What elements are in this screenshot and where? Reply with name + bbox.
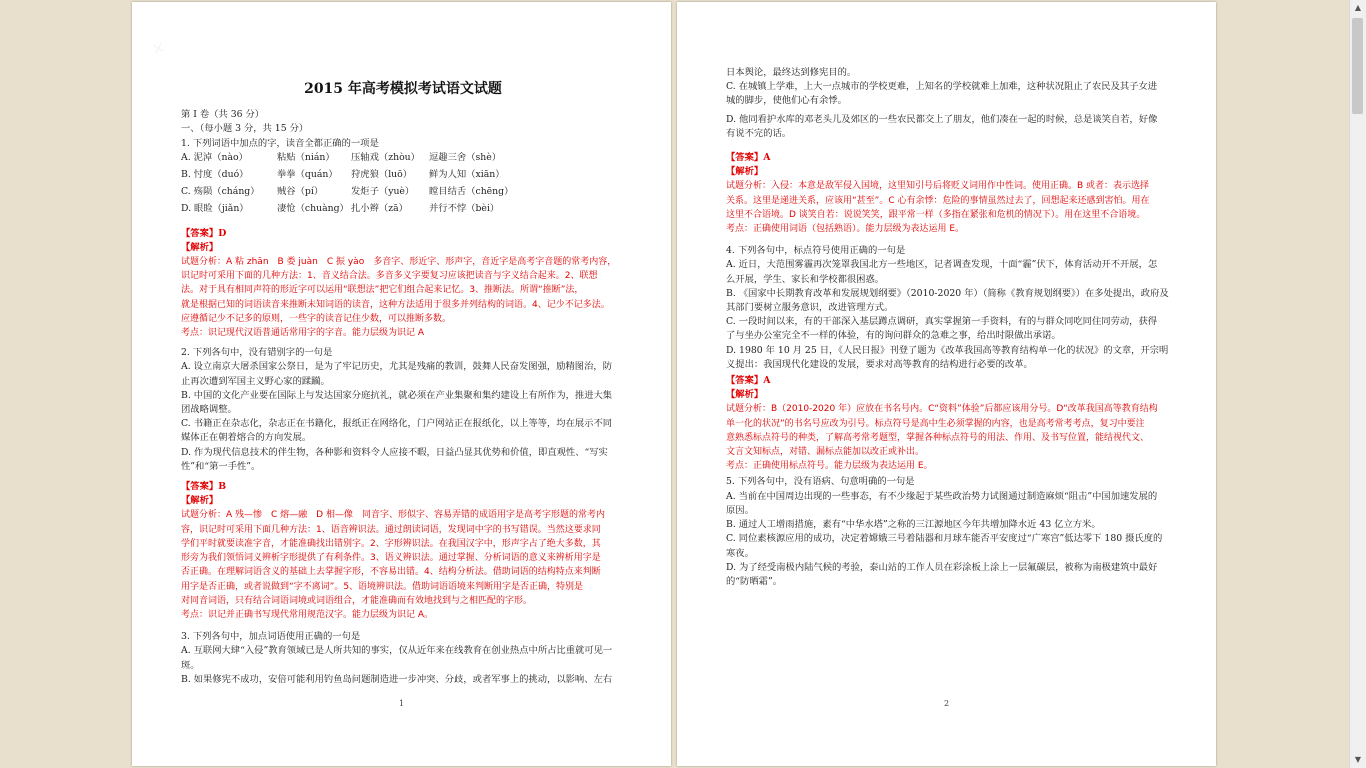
option-cell: C. 殇陨（cháng） [181, 186, 260, 198]
analysis-line: 意熟悉标点符号的种类，了解高考常考题型，掌握各种标点符号的用法、作用、及书写位置，能结视代文、 [726, 432, 1150, 443]
option-row [181, 185, 625, 199]
analysis-label: 【解析】 [181, 495, 219, 507]
analysis-line: 关系。这里是递进关系，应该用“甚至”。C 心有余悸：危险的事情虽然过去了，回想起来还感到害怕。用在 [726, 195, 1150, 206]
page-2-content [726, 66, 1170, 589]
section-heading: 第 I 卷（共 36 分） [181, 109, 265, 121]
analysis-line: 试题分析：A 粘 zhān B 娄 juàn C 振 yào 多音字、形近字、形声字，音近字是高考字音题的常考内容， [181, 257, 617, 268]
scrollbar-thumb[interactable] [1352, 18, 1363, 114]
question-line: B. 通过人工增雨措施，素有“中华水塔”之称的三江源地区今年共增加降水近 43 亿立方米。 [726, 519, 1101, 531]
question-2-answer [181, 480, 625, 622]
question-line: 原因。 [726, 504, 754, 516]
option-cell: B. 忖度（duó） [181, 169, 249, 181]
part-heading: 一、（每小题 3 分，共 15 分） [181, 123, 309, 135]
scroll-down-arrow-icon[interactable]: ▼ [1354, 755, 1362, 764]
document-title: 2015 年高考模拟考试语文试题 [304, 81, 502, 97]
answer-label: 【答案】A [726, 152, 771, 164]
analysis-line: 试题分析：A 残—惨 C 熔—融 D 相—像 同音字、形似字、容易弄错的成语用字是高考字形题的常考内 [181, 510, 605, 521]
question-4-stem: 4. 下列各句中，标点符号使用正确的一句是 [726, 245, 906, 257]
question-4-answer [726, 374, 1170, 473]
analysis-line: 否正确。在理解词语含义的基础上去掌握字形，不容易出错。4、结构分析法。借助词语的结构特点来判断 [181, 567, 601, 578]
question-line: B. 中国的文化产业要在国际上与发达国家分庭抗礼，就必须在产业集聚和集约建设上有所作为，推进大集 [181, 389, 613, 401]
question-line: 团战略调整。 [181, 404, 237, 416]
analysis-line: 这里不合语境。D 谈笑自若：说说笑笑，跟平常一样（多指在紧张和危机的情况下）。用在这里不合语境。 [726, 209, 1146, 220]
scroll-up-arrow-icon[interactable]: ▲ [1354, 3, 1362, 12]
question-line: A. 当前在中国周边出现的一些事态，有不少缘起于某些政治势力试图通过制造麻烦“阻击”中国加速发展的 [726, 490, 1158, 502]
question-line: B. 如果修宪不成功，安倍可能利用钓鱼岛问题制造进一步冲突、分歧，或者军事上的挑动，以影响、左右 [181, 673, 613, 685]
option-cell: 凄怆（chuàng） [277, 203, 349, 215]
option-cell: 拳拳（quán） [277, 169, 338, 181]
analysis-line: 单一化的状况”的书名号应改为引号。标点符号是高中生必须掌握的内容，也是高考常考考点，复习中要注 [726, 418, 1145, 429]
question-line: C. 同位素核源应用的成功，决定着嫦娥三号着陆器和月球车能否平安度过“广寒宫”低达零下 180 摄氏度的 [726, 533, 1163, 545]
question-line: 斑。 [181, 659, 200, 671]
question-line: D. 他同看护水库的邓老头儿及郊区的一些农民都交上了朋友，他们凑在一起的时候，总是谈笑自若，好像 [726, 113, 1158, 125]
watermark: ✕ [149, 37, 168, 60]
option-cell: 发炬子（yuè） [351, 186, 415, 198]
vertical-scrollbar[interactable] [1349, 0, 1366, 768]
option-cell: 扎小辫（zā） [351, 203, 408, 215]
analysis-line: 识记时可采用下面的几种方法：1、音义结合法。多音多义字要复习应该把读音与字义结合起来。2、联想 [181, 271, 598, 282]
analysis-line: 试题分析：入侵：本意是敌军侵入国境，这里知引号后将贬义词用作中性词。使用正确。B 或者：表示选择 [726, 181, 1150, 192]
document-page-2 [677, 2, 1216, 766]
option-cell: 狩虎狼（luō） [351, 169, 413, 181]
question-line: 的“防晒霜”。 [726, 575, 782, 587]
analysis-line: 应遵循记少不记多的原则，一些字的读音记住少数，可以推断多数。 [181, 313, 452, 324]
question-line: 义提出：我国现代化建设的发展，要求对高等教育的结构进行必要的改革。 [726, 358, 1033, 370]
question-line: A. 设立南京大屠杀国家公祭日，是为了牢记历史，尤其是残痛的教训，鼓舞人民奋发图强，励精图治，防 [181, 361, 612, 373]
question-3-answer [726, 151, 1170, 236]
option-cell: D. 眼睑（jiǎn） [181, 203, 249, 215]
option-cell: 压轴戏（zhòu） [351, 151, 420, 163]
option-cell: 瞠目结舌（chēng） [429, 186, 514, 198]
question-line: D. 作为现代信息技术的伴生物，各种影和资料令人应接不暇，日益凸显其优势和价值，即直观性、“写实 [181, 446, 608, 458]
option-cell: 逗趣三舍（shè） [429, 151, 502, 163]
question-line: 了与坐办公室完全不一样的体验，有的询问群众的急难之事，给出时限做出承诺。 [726, 330, 1061, 342]
analysis-label: 【解析】 [726, 166, 764, 178]
question-1-options [181, 151, 625, 217]
document-page-1 [132, 2, 671, 766]
question-line: D. 为了经受南极内陆气候的考验，泰山站的工作人员在彩涂板上涂上一层氟碳层，被称为南极建筑中最好 [726, 561, 1158, 573]
question-line: 媒体正在朝着熔合的方向发展。 [181, 432, 312, 444]
analysis-label: 【解析】 [181, 241, 219, 253]
question-line: 城的脚步，使他们心有余悸。 [726, 95, 847, 107]
option-cell: 并行不悖（bèi） [429, 203, 500, 215]
analysis-line: 形旁为我们领悟词义辨析字形提供了有利条件。3、语义辨识法。通过掌握、分析词语的意义来辨析用字是 [181, 553, 601, 564]
question-5-stem: 5. 下列各句中，没有语病、句意明确的一句是 [726, 476, 915, 488]
option-cell: 粘贴（nián） [277, 151, 335, 163]
answer-label: 【答案】A [726, 375, 771, 387]
question-3 [181, 630, 625, 687]
analysis-line: 用字是否正确，或者说做到“字不离词”。5、语境辨识法。借助词语语境来判断用字是否正确，特别是 [181, 581, 584, 592]
analysis-line: 考点：识记现代汉语普通话常用字的字音。能力层级为识记 A [181, 328, 425, 339]
question-line: 其部门要树立服务意识，改进管理方式。 [726, 302, 894, 314]
question-2 [181, 346, 625, 474]
question-1-answer [181, 227, 625, 341]
page-number: 2 [943, 698, 950, 708]
question-5 [726, 475, 1170, 589]
analysis-label: 【解析】 [726, 389, 764, 401]
question-line: C. 在城镇上学难，上大一点城市的学校更难，上知名的学校就难上加难，这种状况阻止了农民及其子女进 [726, 81, 1158, 93]
analysis-line: 文言文知标点，对错、漏标点能加以改正或补出。 [726, 447, 925, 458]
analysis-line: 试题分析：B（2010-2020 年）应放在书名号内。C“资料”体验”后都应该用分号。D“改革我国高等教育结构 [726, 404, 1158, 415]
answer-label: 【答案】D [181, 227, 227, 239]
option-cell: 贼谷（pí） [277, 186, 324, 198]
question-4 [726, 244, 1170, 372]
analysis-line: 容，识记时可采用下面几种方法：1、语音辨识法。通过朗读词语，发现词中字的书写错误。当然这要求同 [181, 524, 601, 535]
question-line: A. 互联网大肆“入侵”教育领域已是人所共知的事实，仅从近年来在线教育在创业热点中所占比重就可见一 [181, 645, 613, 657]
question-2-stem: 2. 下列各句中，没有错别字的一句是 [181, 347, 333, 359]
analysis-line: 考点：正确使用词语（包括熟语）。能力层级为表达运用 E。 [726, 224, 965, 235]
question-line: C. 书籍正在杂志化，杂志正在书籍化，报纸正在网络化，门户网站正在报纸化，以上等等，均在展示不同 [181, 418, 613, 430]
question-line: A. 近日，大范围雾霾再次笼罩我国北方一些地区，记者调查发现，十面“霾”伏下，体育活动开不开展，怎 [726, 259, 1158, 271]
question-line: 日本舆论，最终达到修宪目的。 [726, 67, 857, 78]
question-line: C. 一段时间以来，有的干部深入基层蹲点调研，真实掌握第一手资料，有的与群众同吃同住同劳动，获得 [726, 316, 1158, 328]
question-3-stem: 3. 下列各句中，加点词语使用正确的一句是 [181, 631, 361, 643]
page-1-content [181, 82, 625, 687]
option-row [181, 202, 625, 216]
question-line: 么开展，学生、家长和学校都很困惑。 [726, 273, 885, 285]
analysis-line: 考点：正确使用标点符号。能力层级为表达运用 E。 [726, 461, 933, 472]
page-number: 1 [398, 698, 405, 708]
option-row [181, 151, 625, 165]
option-row [181, 168, 625, 182]
analysis-line: 就是根据已知的词语读音来推断未知词语的读音，这种方法适用于很多并列结构的词语。4、记少不记多法。 [181, 299, 610, 310]
option-cell: 鲜为人知（xiān） [429, 169, 505, 181]
analysis-line: 法。对于具有相同声符的形近字可以运用“联想法”把它们组合起来记忆。3、推断法。所谓“推断”法， [181, 285, 584, 296]
question-line: 有说不完的话。 [726, 127, 792, 139]
analysis-line: 对同音词语，只有结合词语词境或词语组合，才能准确而有效地找到与之相匹配的字形。 [181, 595, 533, 606]
option-cell: A. 泥淖（nào） [181, 151, 248, 163]
analysis-line: 考点：识记并正确书写现代常用规范汉字。能力层级为识记 A。 [181, 609, 434, 620]
question-line: B. 《国家中长期教育改革和发展规划纲要》（2010-2020 年）（简称《教育规划纲要》）在多处提出，政府及 [726, 287, 1169, 299]
question-line: 性”和“第一手性”。 [181, 460, 261, 472]
question-line: 寒夜。 [726, 547, 754, 559]
answer-label: 【答案】B [181, 481, 227, 493]
question-1-stem: 1. 下列词语中加点的字，读音全都正确的一项是 [181, 137, 379, 149]
question-line: 止再次遭到军国主义野心家的蹂躏。 [181, 375, 330, 387]
question-line: D. 1980 年 10 月 25 日，《人民日报》刊登了题为《改革我国高等教育结构单一化的状况》的文章，开宗明 [726, 344, 1169, 356]
analysis-line: 学们平时就要读准字音，才能准确找出错别字。2、字形辨识法。在我国汉字中，形声字占了绝大多数，其 [181, 538, 601, 549]
